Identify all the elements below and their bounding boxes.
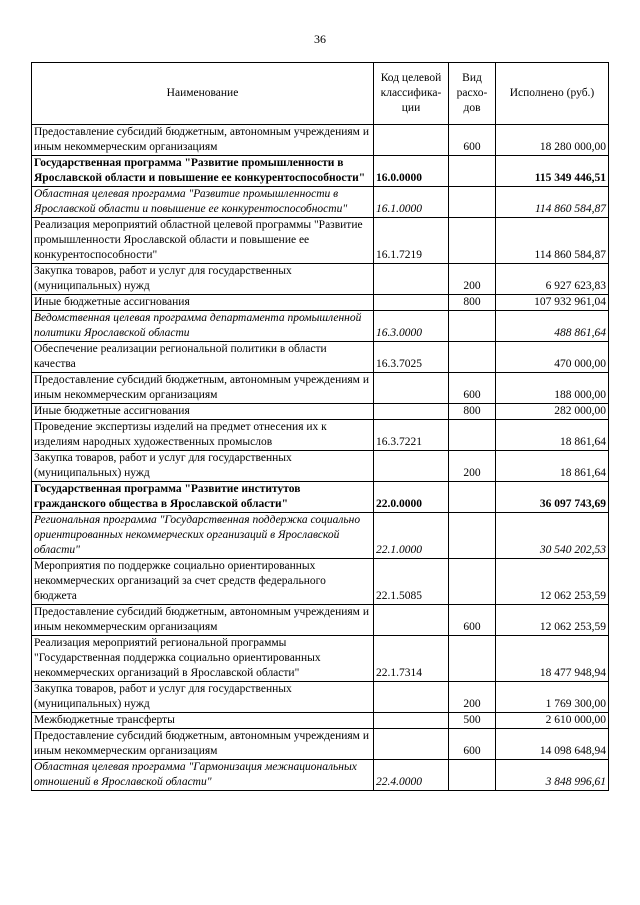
row-code: 22.4.0000 [374, 760, 449, 791]
row-type [449, 156, 496, 187]
row-code [374, 682, 449, 713]
row-code: 22.1.0000 [374, 513, 449, 559]
page-number: 36 [314, 32, 326, 46]
row-sum: 6 927 623,83 [496, 264, 609, 295]
row-name: Областная целевая программа "Развитие промышленности в Ярославской области и повышение ее конкурентоспособности" [32, 187, 374, 218]
row-code: 22.1.7314 [374, 636, 449, 682]
table-row [32, 404, 609, 420]
table-row [32, 513, 609, 559]
table-header-row [32, 63, 609, 125]
row-type: 800 [449, 295, 496, 311]
row-sum: 14 098 648,94 [496, 729, 609, 760]
row-type [449, 559, 496, 605]
table-row [32, 636, 609, 682]
table-row [32, 295, 609, 311]
row-type [449, 513, 496, 559]
header-type: Вид расхо-дов [449, 63, 496, 125]
row-name: Закупка товаров, работ и услуг для государственных (муниципальных) нужд [32, 682, 374, 713]
row-code [374, 404, 449, 420]
budget-execution-table [31, 62, 609, 791]
row-sum: 114 860 584,87 [496, 218, 609, 264]
table-row [32, 713, 609, 729]
row-type: 200 [449, 264, 496, 295]
row-sum: 18 861,64 [496, 451, 609, 482]
row-name: Межбюджетные трансферты [32, 713, 374, 729]
row-sum: 188 000,00 [496, 373, 609, 404]
row-name: Областная целевая программа "Гармонизация межнациональных отношений в Ярославской области" [32, 760, 374, 791]
row-code [374, 373, 449, 404]
table-row [32, 682, 609, 713]
row-sum: 30 540 202,53 [496, 513, 609, 559]
row-sum: 18 861,64 [496, 420, 609, 451]
table-row [32, 264, 609, 295]
row-name: Реализация мероприятий региональной программы "Государственная поддержка социально ориентированных некоммерческих организаций в Ярославской области" [32, 636, 374, 682]
row-code [374, 605, 449, 636]
row-name: Иные бюджетные ассигнования [32, 295, 374, 311]
row-type: 500 [449, 713, 496, 729]
table-row [32, 760, 609, 791]
row-code: 16.0.0000 [374, 156, 449, 187]
row-code [374, 125, 449, 156]
row-sum: 3 848 996,61 [496, 760, 609, 791]
row-type: 600 [449, 729, 496, 760]
row-code [374, 729, 449, 760]
row-type [449, 636, 496, 682]
row-sum: 488 861,64 [496, 311, 609, 342]
row-type [449, 760, 496, 791]
row-name: Закупка товаров, работ и услуг для государственных (муниципальных) нужд [32, 264, 374, 295]
row-name: Мероприятия по поддержке социально ориентированных некоммерческих организаций за счет средств федерального бюджета [32, 559, 374, 605]
row-sum: 107 932 961,04 [496, 295, 609, 311]
row-code: 16.3.7221 [374, 420, 449, 451]
table-row [32, 729, 609, 760]
table-row [32, 187, 609, 218]
row-code: 16.3.0000 [374, 311, 449, 342]
row-name: Региональная программа "Государственная поддержка социально ориентированных некоммерческих организаций в Ярославской области" [32, 513, 374, 559]
header-sum: Исполнено (руб.) [496, 63, 609, 125]
table-row [32, 342, 609, 373]
row-code: 16.1.7219 [374, 218, 449, 264]
table-row [32, 156, 609, 187]
row-name: Предоставление субсидий бюджетным, автономным учреждениям и иным некоммерческим организациям [32, 373, 374, 404]
table-row [32, 482, 609, 513]
row-code: 16.3.7025 [374, 342, 449, 373]
header-code: Код целевой классифика-ции [374, 63, 449, 125]
row-type: 600 [449, 605, 496, 636]
table-row [32, 125, 609, 156]
row-type: 600 [449, 125, 496, 156]
row-type: 800 [449, 404, 496, 420]
row-sum: 1 769 300,00 [496, 682, 609, 713]
row-name: Закупка товаров, работ и услуг для государственных (муниципальных) нужд [32, 451, 374, 482]
row-code [374, 451, 449, 482]
row-type: 200 [449, 451, 496, 482]
row-code [374, 295, 449, 311]
row-sum: 282 000,00 [496, 404, 609, 420]
row-name: Государственная программа "Развитие институтов гражданского общества в Ярославской области" [32, 482, 374, 513]
row-sum: 470 000,00 [496, 342, 609, 373]
row-sum: 2 610 000,00 [496, 713, 609, 729]
row-name: Обеспечение реализации региональной политики в области качества [32, 342, 374, 373]
row-type [449, 187, 496, 218]
row-sum: 12 062 253,59 [496, 559, 609, 605]
row-type [449, 420, 496, 451]
row-name: Ведомственная целевая программа департамента промышленной политики Ярославской области [32, 311, 374, 342]
row-sum: 18 280 000,00 [496, 125, 609, 156]
row-sum: 36 097 743,69 [496, 482, 609, 513]
table-row [32, 451, 609, 482]
row-code [374, 713, 449, 729]
row-code [374, 264, 449, 295]
row-code: 22.1.5085 [374, 559, 449, 605]
row-type: 600 [449, 373, 496, 404]
table-row [32, 605, 609, 636]
row-sum: 115 349 446,51 [496, 156, 609, 187]
row-type [449, 218, 496, 264]
row-code: 22.0.0000 [374, 482, 449, 513]
table-row [32, 373, 609, 404]
row-name: Иные бюджетные ассигнования [32, 404, 374, 420]
table-row [32, 559, 609, 605]
row-code: 16.1.0000 [374, 187, 449, 218]
row-type [449, 342, 496, 373]
row-type [449, 482, 496, 513]
row-sum: 18 477 948,94 [496, 636, 609, 682]
row-name: Государственная программа "Развитие промышленности в Ярославской области и повышение ее конкурентоспособности" [32, 156, 374, 187]
table-row [32, 311, 609, 342]
row-type [449, 311, 496, 342]
row-name: Предоставление субсидий бюджетным, автономным учреждениям и иным некоммерческим организациям [32, 125, 374, 156]
row-name: Реализация мероприятий областной целевой программы "Развитие промышленности Ярославской области и повышение ее конкурентоспособности" [32, 218, 374, 264]
header-name: Наименование [32, 63, 374, 125]
table-body [32, 125, 609, 791]
row-name: Проведение экспертизы изделий на предмет отнесения их к изделиям народных художественных промыслов [32, 420, 374, 451]
table-row [32, 218, 609, 264]
row-type: 200 [449, 682, 496, 713]
row-sum: 114 860 584,87 [496, 187, 609, 218]
table-row [32, 420, 609, 451]
row-sum: 12 062 253,59 [496, 605, 609, 636]
row-name: Предоставление субсидий бюджетным, автономным учреждениям и иным некоммерческим организациям [32, 729, 374, 760]
row-name: Предоставление субсидий бюджетным, автономным учреждениям и иным некоммерческим организациям [32, 605, 374, 636]
